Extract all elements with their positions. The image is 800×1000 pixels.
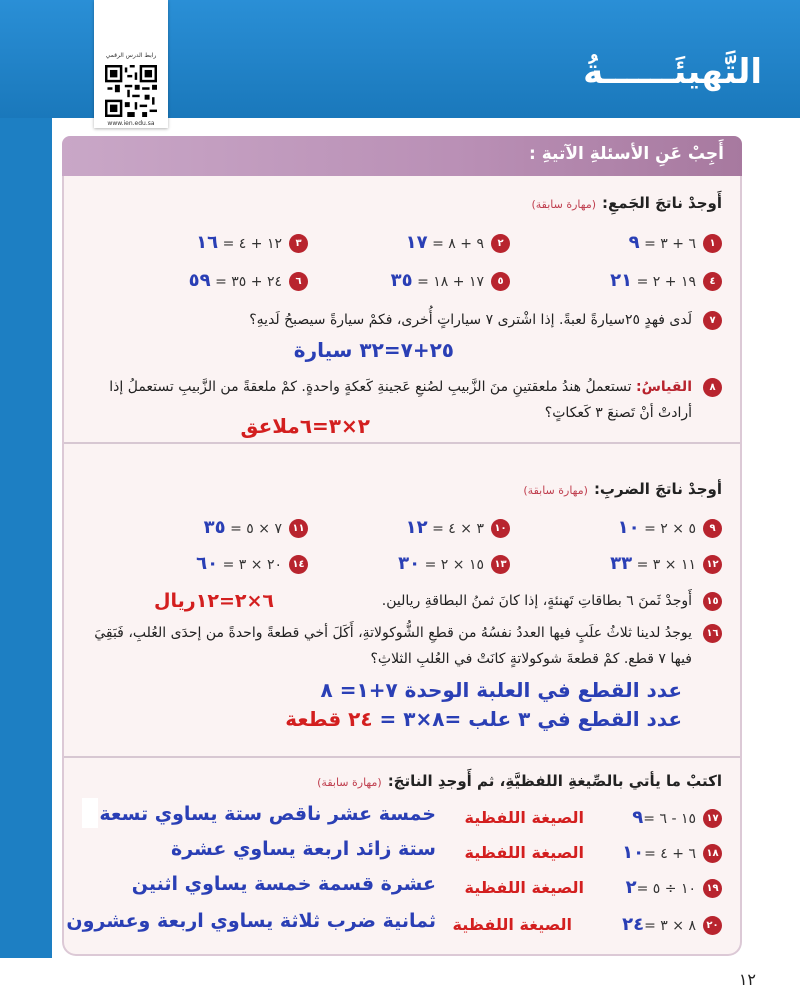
question-number: ١٥ — [703, 592, 722, 611]
expression-19[interactable]: ١٠ ÷ ٥ =٢ — [625, 877, 696, 898]
mul-item-11[interactable]: ٧ × ٥ = ٣٥ — [203, 517, 282, 538]
qr-label: رابط الدرس الرقمي — [105, 52, 157, 59]
banner-text: أَجِبْ عَنِ الأسئلةِ الآتيةِ : — [529, 144, 724, 164]
mul-item-10[interactable]: ٣ × ٤ = ١٢ — [405, 517, 484, 538]
mul-item-12[interactable]: ١١ × ٣ = ٣٣ — [610, 553, 696, 574]
side-strip — [0, 118, 52, 958]
add-item-3[interactable]: ١٢ + ٤ = ١٦ — [196, 232, 282, 253]
question-number: ٣ — [289, 234, 308, 253]
question-number: ٥ — [491, 272, 510, 291]
question-number: ٢٠ — [703, 916, 722, 935]
word-form-label-20: الصيغة اللفظية — [452, 915, 572, 934]
question-number: ١٩ — [703, 879, 722, 898]
word-form-label-18: الصيغة اللفظية — [464, 843, 584, 862]
section-divider — [64, 756, 740, 758]
add-item-2[interactable]: ٩ + ٨ = ١٧ — [405, 232, 484, 253]
qr-code-icon[interactable] — [105, 65, 157, 117]
question-number: ٩ — [703, 519, 722, 538]
question-number: ١٨ — [703, 844, 722, 863]
section-divider — [64, 442, 740, 444]
handwritten-answer-7: ٢٥+٧=٣٢ سيارة — [293, 338, 454, 362]
question-number: ٤ — [703, 272, 722, 291]
add-item-1[interactable]: ٦ + ٣ = ٩ — [628, 232, 696, 253]
section-banner — [62, 136, 742, 176]
question-number: ٦ — [289, 272, 308, 291]
qr-card[interactable] — [94, 0, 168, 128]
word-form-label-19: الصيغة اللفظية — [464, 878, 584, 897]
question-number: ٨ — [703, 378, 722, 397]
word-problem-15: أَوجدْ ثَمنَ ٦ بطاقاتِ تَهنئةٍ، إذا كانَ ثمنُ البطاقةِ ريالين. — [381, 593, 692, 609]
qr-url[interactable]: www.ien.edu.sa — [107, 120, 155, 127]
page-number: ١٢ — [738, 970, 756, 989]
word-form-answer-17: خمسة عشر ناقص ستة يساوي تسعة — [99, 803, 436, 825]
question-number: ١٢ — [703, 555, 722, 574]
expression-18[interactable]: ٦ + ٤ =١٠ — [622, 842, 696, 863]
add-item-5[interactable]: ١٧ + ١٨ = ٣٥ — [390, 270, 484, 291]
question-number: ١١ — [289, 519, 308, 538]
question-number: ١٣ — [491, 555, 510, 574]
mul-heading: أوجدْ ناتجَ الضربِ:(مهارة سابقة) — [523, 480, 722, 498]
word-problem-8: القياسُ: تستعملُ هندُ ملعقتينِ منَ الزَّبيبِ لصُنعِ عَجينةِ كَعكةٍ واحدةٍ. كمْ ملعقةً من الزَّبيبِ تستعملُ إذا أرادتْ أنْ تَصنعَ ٣ كَعكاتٍ؟ — [109, 379, 692, 421]
word-form-label-17: الصيغة اللفظية — [464, 808, 584, 827]
handwritten-answer-8: ٢×٣=٦ملاعق — [240, 414, 370, 438]
erased-area — [82, 798, 98, 828]
question-number: ١٠ — [491, 519, 510, 538]
expression-20[interactable]: ٨ × ٣ =٢٤ — [622, 914, 696, 935]
handwritten-answer-15: ٦×٢=١٢ريال — [154, 590, 274, 612]
word-problem-7: لَدى فهدٍ ٢٥سيارةً لعبةً. إذا اشْترى ٧ سياراتٍ أُخرى، فكمْ سيارةً سيصبحُ لَديهِ؟ — [249, 312, 692, 328]
handwritten-answer-16-line-2: عدد القطع في ٣ علب =٨×٣ = ٢٤ قطعة — [285, 707, 682, 731]
add-item-4[interactable]: ١٩ + ٢ = ٢١ — [610, 270, 696, 291]
handwritten-answer-16-line-1: عدد القطع في العلبة الوحدة ٧+١= ٨ — [320, 678, 682, 702]
mul-item-9[interactable]: ٥ × ٢ = ١٠ — [617, 517, 696, 538]
question-number: ٢ — [491, 234, 510, 253]
word-form-answer-19: عشرة قسمة خمسة يساوي اثنين — [131, 873, 436, 895]
question-number: ١٧ — [703, 809, 722, 828]
word-form-answer-20: ثمانية ضرب ثلاثة يساوي اربعة وعشرون — [66, 910, 436, 932]
expression-17[interactable]: ١٥ - ٦ =٩ — [632, 807, 696, 828]
question-number: ١٦ — [703, 624, 722, 643]
question-number: ٧ — [703, 311, 722, 330]
question-number: ١٤ — [289, 555, 308, 574]
add-item-6[interactable]: ٢٤ + ٣٥ = ٥٩ — [188, 270, 282, 291]
mul-item-14[interactable]: ٢٠ × ٣ = ٦٠ — [196, 553, 282, 574]
page-title: التَّهيئَــــــةُ — [583, 52, 762, 92]
exercise-panel — [62, 176, 742, 956]
words-heading: اكتبْ ما يأتي بالصِّيغةِ اللفظيَّةِ، ثم أَوجدِ الناتجَ:(مهارة سابقة) — [317, 772, 722, 790]
question-number: ١ — [703, 234, 722, 253]
add-heading: أَوجدْ ناتجَ الجَمعِ:(مهارة سابقة) — [531, 194, 722, 212]
word-form-answer-18: ستة زائد اربعة يساوي عشرة — [171, 838, 436, 860]
word-problem-16: يوجدُ لدينا ثلاثُ علَبٍ فيها العددُ نفسُهُ من قطعِ الشُّوكولاتةِ، أَكَلَ أخي قطعةً واحدةً من إحدَى العُلبِ، فَبَقِيَ فيها ٧ قطع. كمْ قطعةَ شوكولاتةٍ كانَتْ في العُلبِ الثلاثِ؟ — [94, 625, 692, 667]
mul-item-13[interactable]: ١٥ × ٢ = ٣٠ — [398, 553, 484, 574]
